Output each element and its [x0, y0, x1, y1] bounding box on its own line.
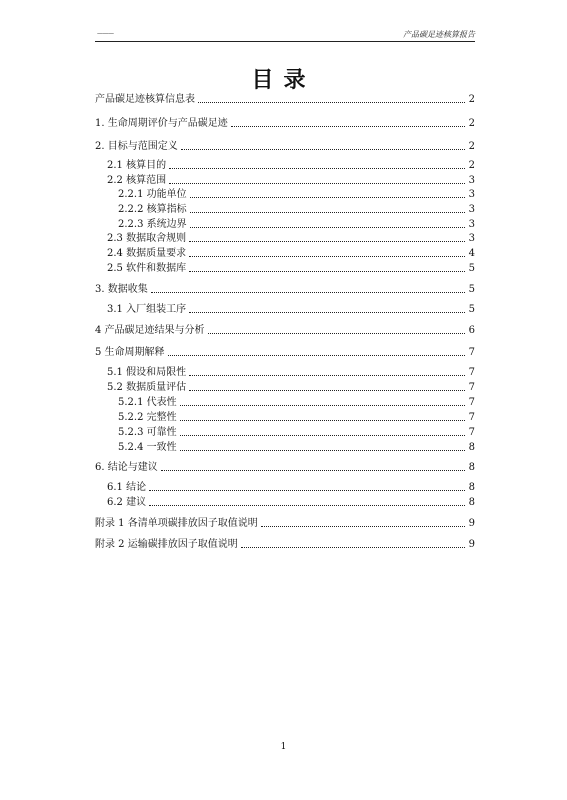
toc-leader — [151, 292, 465, 293]
toc-leader — [198, 102, 465, 103]
toc-entry-page: 9 — [468, 518, 475, 529]
toc-leader — [169, 183, 465, 184]
toc-entry-text: 2.2 核算范围 — [107, 175, 167, 186]
toc-title: 目录 — [251, 68, 316, 93]
toc-leader — [261, 526, 465, 527]
toc-leader — [231, 126, 465, 127]
toc-entry-page: 8 — [468, 462, 475, 473]
toc-entry-page: 5 — [468, 304, 475, 315]
toc-entry-text: 2.2.2 核算指标 — [118, 204, 187, 215]
toc-entry-page: 5 — [468, 263, 475, 274]
toc-leader — [241, 547, 465, 548]
toc-entry-text: 2.1 核算目的 — [107, 160, 167, 171]
toc-entry-text: 5 生命周期解释 — [95, 347, 165, 358]
page-number: 1 — [280, 742, 287, 752]
toc-entry-page: 9 — [468, 539, 475, 550]
toc-leader — [208, 333, 465, 334]
toc-leader — [189, 271, 465, 272]
toc-entry-page: 8 — [468, 497, 475, 508]
toc-entry-text: 5.2.3 可靠性 — [118, 427, 177, 438]
header-title: 产品碳足迹核算报告 — [403, 30, 475, 39]
toc-entry-page: 8 — [468, 482, 475, 493]
toc-entry-text: 5.1 假设和局限性 — [107, 367, 187, 378]
toc-entry[interactable] — [118, 410, 475, 424]
toc-entry-page: 7 — [468, 347, 475, 358]
toc-leader — [189, 241, 465, 242]
toc-leader — [149, 490, 465, 491]
toc-entry[interactable] — [118, 440, 475, 454]
toc-leader — [189, 312, 465, 313]
toc-entry[interactable] — [107, 365, 475, 379]
toc-leader — [169, 168, 465, 169]
toc-entry[interactable] — [107, 302, 475, 316]
toc-entry-page: 2 — [468, 94, 475, 105]
toc-entry-page: 2 — [468, 160, 475, 171]
toc-entry-page: 3 — [468, 219, 475, 230]
toc-entry[interactable] — [95, 116, 475, 130]
toc-leader — [190, 227, 465, 228]
toc-entry-page: 2 — [468, 141, 475, 152]
toc-leader — [190, 212, 465, 213]
toc-entry-text: 5.2.1 代表性 — [118, 397, 177, 408]
toc-leader — [161, 470, 465, 471]
toc-entry-text: 附录 1 各清单项碳排放因子取值说明 — [95, 518, 258, 529]
toc-entry-text: 产品碳足迹核算信息表 — [95, 94, 195, 105]
toc-leader — [190, 197, 465, 198]
toc-leader — [181, 149, 465, 150]
toc-entry-text: 6. 结论与建议 — [95, 462, 158, 473]
toc-entry[interactable] — [118, 425, 475, 439]
toc-entry[interactable] — [118, 187, 475, 201]
toc-entry[interactable] — [95, 92, 475, 106]
toc-leader — [168, 355, 465, 356]
toc-leader — [180, 435, 465, 436]
toc-entry[interactable] — [95, 139, 475, 153]
toc-entry-page: 7 — [468, 382, 475, 393]
toc-entry-text: 3. 数据收集 — [95, 284, 148, 295]
toc-entry-text: 4 产品碳足迹结果与分析 — [95, 325, 205, 336]
toc-entry[interactable] — [107, 480, 475, 494]
toc-entry-page: 4 — [468, 248, 475, 259]
toc-entry-page: 6 — [468, 325, 475, 336]
toc-entry-page: 7 — [468, 397, 475, 408]
toc-entry[interactable] — [95, 345, 475, 359]
toc-entry[interactable] — [107, 380, 475, 394]
toc-leader — [180, 420, 465, 421]
toc-entry[interactable] — [118, 395, 475, 409]
toc-entry-page: 3 — [468, 189, 475, 200]
toc-leader — [180, 450, 465, 451]
toc-leader — [189, 256, 465, 257]
toc-entry-text: 6.2 建议 — [107, 497, 147, 508]
toc-entry[interactable] — [107, 231, 475, 245]
toc-entry[interactable] — [107, 173, 475, 187]
toc-entry[interactable] — [107, 261, 475, 275]
toc-entry-text: 2.5 软件和数据库 — [107, 263, 187, 274]
toc-entry[interactable] — [95, 323, 475, 337]
toc-entry-text: 2.3 数据取舍规则 — [107, 233, 187, 244]
toc-leader — [149, 505, 465, 506]
toc-entry-text: 2.4 数据质量要求 — [107, 248, 187, 259]
toc-entry[interactable] — [95, 282, 475, 296]
toc-leader — [189, 390, 465, 391]
toc-leader — [189, 375, 465, 376]
header-left-mark: ——— — [97, 30, 114, 37]
toc-entry[interactable] — [95, 460, 475, 474]
toc-leader — [180, 405, 465, 406]
toc-entry-page: 3 — [468, 175, 475, 186]
toc-entry[interactable] — [95, 516, 475, 530]
toc-entry-page: 7 — [468, 367, 475, 378]
toc-entry[interactable] — [107, 246, 475, 260]
toc-entry[interactable] — [95, 537, 475, 551]
toc-entry-text: 2. 目标与范围定义 — [95, 141, 178, 152]
toc-entry[interactable] — [118, 217, 475, 231]
toc-entry-page: 5 — [468, 284, 475, 295]
header-rule — [95, 41, 475, 42]
toc-entry[interactable] — [107, 158, 475, 172]
toc-entry[interactable] — [107, 495, 475, 509]
toc-entry-text: 附录 2 运输碳排放因子取值说明 — [95, 539, 238, 550]
toc-entry-page: 3 — [468, 204, 475, 215]
toc-entry-text: 6.1 结论 — [107, 482, 147, 493]
toc-entry-page: 8 — [468, 442, 475, 453]
toc-entry-text: 5.2.2 完整性 — [118, 412, 177, 423]
toc-entry-page: 3 — [468, 233, 475, 244]
toc-entry-page: 7 — [468, 412, 475, 423]
toc-entry-page: 7 — [468, 427, 475, 438]
toc-entry-text: 5.2 数据质量评估 — [107, 382, 187, 393]
toc-entry-page: 2 — [468, 118, 475, 129]
toc-entry-text: 5.2.4 一致性 — [118, 442, 177, 453]
toc-entry-text: 2.2.3 系统边界 — [118, 219, 187, 230]
toc-entry-text: 1. 生命周期评价与产品碳足迹 — [95, 118, 228, 129]
toc-entry-text: 3.1 入厂组装工序 — [107, 304, 187, 315]
toc-entry-text: 2.2.1 功能单位 — [118, 189, 187, 200]
toc-entry[interactable] — [118, 202, 475, 216]
